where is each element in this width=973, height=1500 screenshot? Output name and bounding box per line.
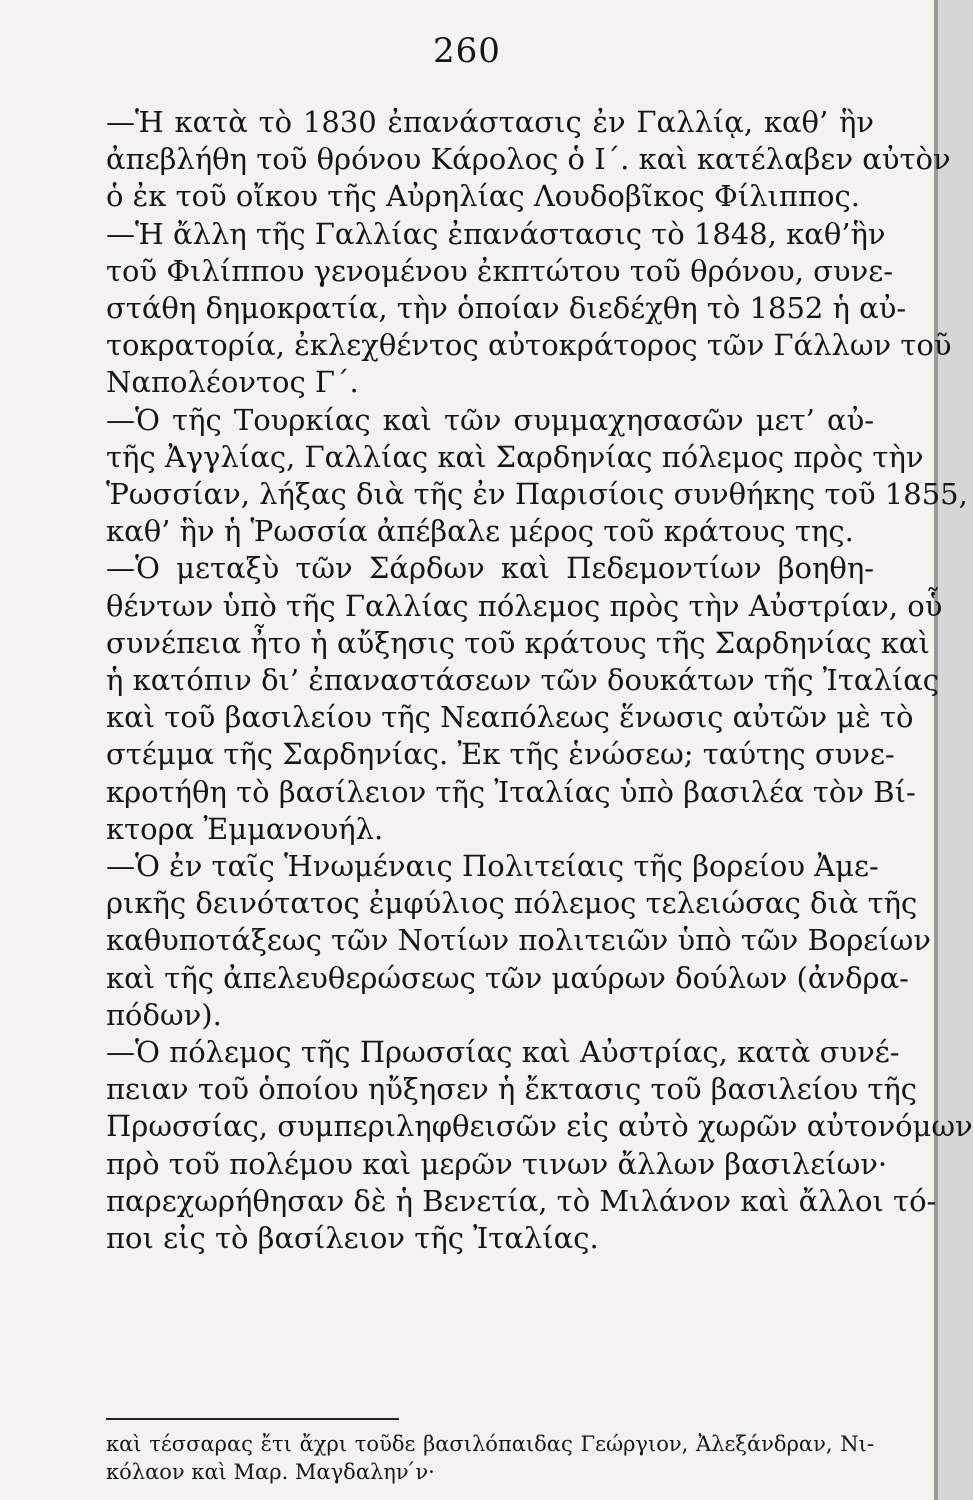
- page-number: 260: [433, 31, 501, 71]
- text-line: καθ’ ἣν ἡ Ῥωσσία ἀπέβαλε μέρος τοῦ κράτους της.: [106, 514, 854, 549]
- text-line: ὁ ἐκ τοῦ οἴκου τῆς Αὐρηλίας Λουδοβῖκος Φίλιππος.: [106, 179, 860, 214]
- main-text: [106, 104, 973, 1257]
- text-line: —Ὁ ἐν ταῖς Ἡνωμέναις Πολιτείαις τῆς βορείου Ἀμε-: [106, 849, 879, 884]
- text-line: θέντων ὑπὸ τῆς Γαλλίας πόλεμος πρὸς τὴν Αὐστρίαν, οὗ: [106, 588, 943, 623]
- text-line: πρὸ τοῦ πολέμου καὶ μερῶν τινων ἄλλων βασιλείων·: [106, 1146, 888, 1181]
- text-line: κτορα Ἐμμανουήλ.: [106, 811, 384, 846]
- text-line: ποι εἰς τὸ βασίλειον τῆς Ἰταλίας.: [106, 1221, 599, 1256]
- text-line: —Ἡ ἄλλη τῆς Γαλλίας ἐπανάστασις τὸ 1848, καθ’ἣν: [106, 216, 886, 251]
- text-line: Ῥωσσίαν, λήξας διὰ τῆς ἐν Παρισίοις συνθήκης τοῦ 1855,: [106, 477, 968, 512]
- text-line: κροτήθη τὸ βασίλειον τῆς Ἰταλίας ὑπὸ βασιλέα τὸν Βί-: [106, 774, 916, 809]
- text-line: Ναπολέοντος Γ΄.: [106, 365, 359, 400]
- footnote-line: κόλαον καὶ Μαρ. Μαγδαλην ́ν·: [106, 1460, 435, 1484]
- text-line: τοκρατορία, ἐκλεχθέντος αὐτοκράτορος τῶν Γάλλων τοῦ: [106, 328, 952, 363]
- text-line: καθυποτάξεως τῶν Νοτίων πολιτειῶν ὑπὸ τῶν Βορείων: [106, 923, 931, 958]
- text-line: στάθη δημοκρατία, τὴν ὁποίαν διεδέχθη τὸ 1852 ἡ αὐ-: [106, 291, 907, 326]
- text-line: ἡ κατόπιν δι’ ἐπαναστάσεων τῶν δουκάτων τῆς Ἰταλίας: [106, 663, 940, 698]
- footnote-divider: [106, 1418, 399, 1420]
- text-line: συνέπεια ἦτο ἡ αὔξησις τοῦ κράτους τῆς Σαρδηνίας καὶ: [106, 625, 930, 660]
- text-line: παρεχωρήθησαν δὲ ἡ Βενετία, τὸ Μιλάνον καὶ ἄλλοι τό-: [106, 1183, 937, 1218]
- text-line: —Ἡ κατὰ τὸ 1830 ἐπανάστασις ἐν Γαλλίᾳ, καθ’ ἣν: [106, 105, 874, 139]
- text-line: τοῦ Φιλίππου γενομένου ἐκπτώτου τοῦ θρόνου, συνε-: [106, 253, 894, 288]
- text-line: —Ὁ τῆς Τουρκίας καὶ τῶν συμμαχησασῶν μετ’ αὐ-: [106, 402, 874, 437]
- text-line: καὶ τῆς ἀπελευθερώσεως τῶν μαύρων δούλων (ἀνδρα-: [106, 960, 909, 995]
- text-line: πειαν τοῦ ὁποίου ηὔξησεν ἡ ἔκτασις τοῦ βασιλείου τῆς: [106, 1072, 918, 1107]
- text-line: —Ὁ μεταξὺ τῶν Σάρδων καὶ Πεδεμοντίων βοηθη-: [106, 551, 874, 586]
- text-line: —Ὁ πόλεμος τῆς Πρωσσίας καὶ Αὐστρίας, κατὰ συνέ-: [106, 1035, 900, 1070]
- text-line: ἀπεβλήθη τοῦ θρόνου Κάρολος ὁ Ι΄. καὶ κατέλαβεν αὐτὸν: [106, 142, 951, 177]
- text-line: πόδων).: [106, 997, 222, 1032]
- text-line: στέμμα τῆς Σαρδηνίας. Ἐκ τῆς ἑνώσεω; ταύτης συνε-: [106, 737, 895, 772]
- text-line: τῆς Ἀγγλίας, Γαλλίας καὶ Σαρδηνίας πόλεμος πρὸς τὴν: [106, 439, 924, 474]
- text-line: καὶ τοῦ βασιλείου τῆς Νεαπόλεως ἕνωσις αὐτῶν μὲ τὸ: [106, 700, 914, 735]
- text-line: Πρωσσίας, συμπεριληφθεισῶν εἰς αὐτὸ χωρῶν αὐτονόμων: [106, 1109, 973, 1144]
- text-line: ρικῆς δεινότατος ἐμφύλιος πόλεμος τελειώσας διὰ τῆς: [106, 886, 918, 921]
- footnote: [106, 1430, 874, 1486]
- footnote-line: καὶ τέσσαρας ἔτι ἄχρι τοῦδε βασιλόπαιδας Γεώργιον, Ἀλεξάνδραν, Νι-: [106, 1432, 874, 1456]
